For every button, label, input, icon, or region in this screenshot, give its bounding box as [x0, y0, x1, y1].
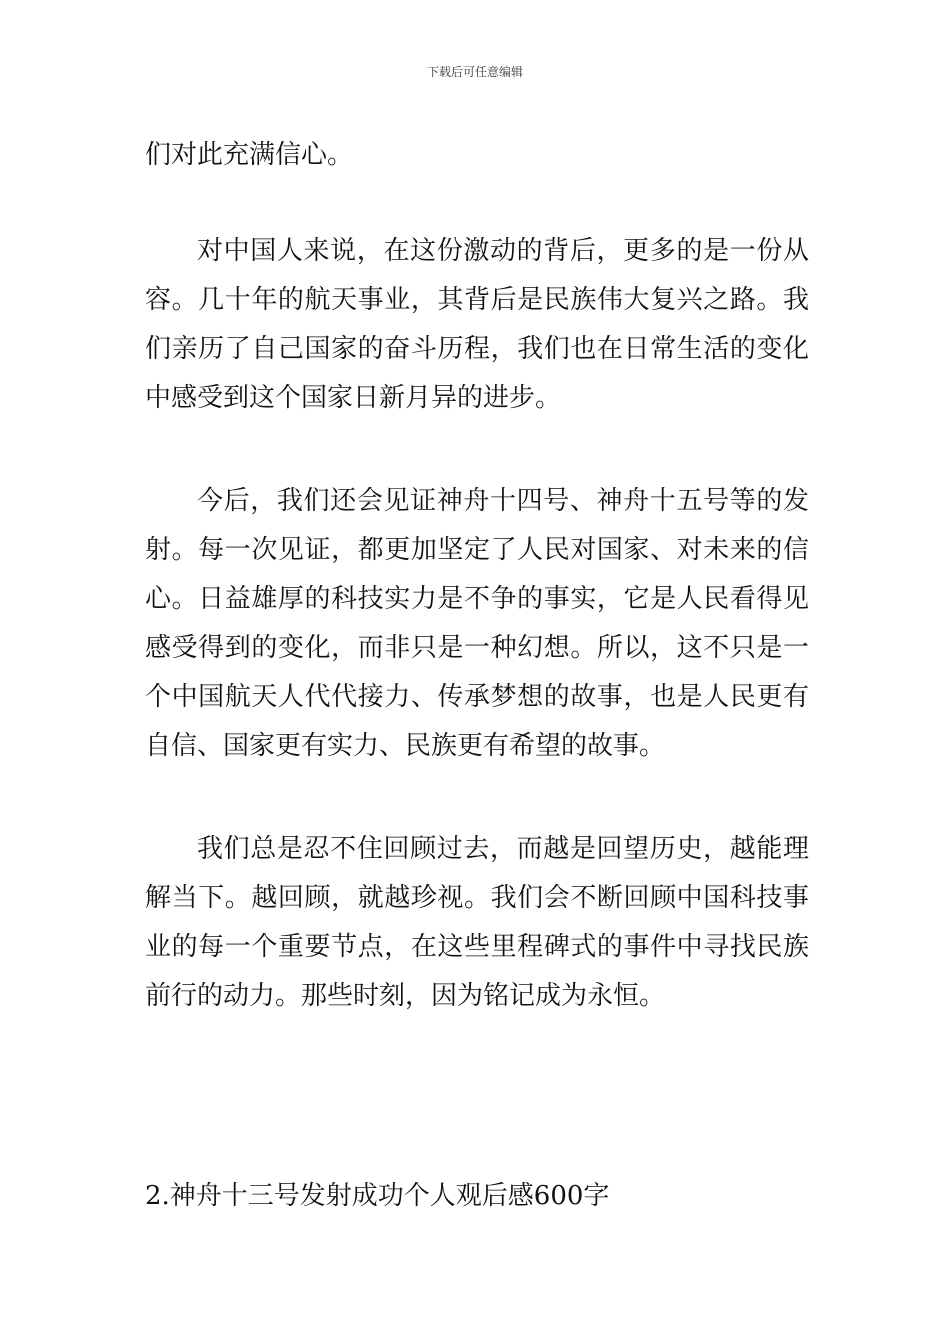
paragraph-continuation: 们对此充满信心。: [145, 140, 354, 170]
page-header-note: 下载后可任意编辑: [426, 65, 523, 79]
paragraph-1: 对中国人来说，在这份激动的背后，更多的是一份从容。几十年的航天事业，其背后是民族伟大复兴之路。我们亲历了自己国家的奋斗历程，我们也在日常生活的变化中感受到这个国家日新月异的进步。: [145, 236, 809, 413]
section-heading: 2.神舟十三号发射成功个人观后感600字: [145, 1181, 610, 1211]
paragraph-2: 今后，我们还会见证神舟十四号、神舟十五号等的发射。每一次见证，都更加坚定了人民对国家、对未来的信心。日益雄厚的科技实力是不争的事实，它是人民看得见感受得到的变化，而非只是一种幻想。所以，这不只是一个中国航天人代代接力、传承梦想的故事，也是人民更有自信、国家更有实力、民族更有希望的故事。: [145, 486, 809, 761]
paragraph-3: 我们总是忍不住回顾过去，而越是回望历史，越能理解当下。越回顾，就越珍视。我们会不断回顾中国科技事业的每一个重要节点，在这些里程碑式的事件中寻找民族前行的动力。那些时刻，因为铭记成为永恒。: [145, 834, 809, 1011]
